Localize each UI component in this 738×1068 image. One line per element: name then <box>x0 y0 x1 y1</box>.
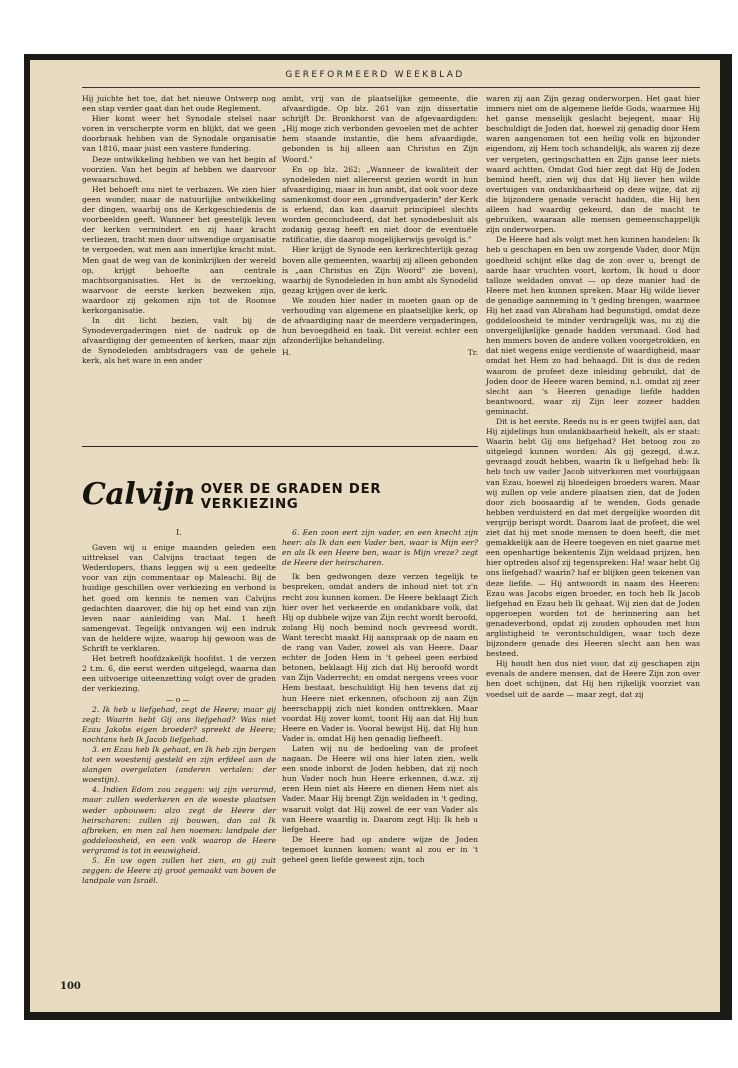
paragraph: Hier komt weer het Synodale stelsel naar voren in verscherpte vorm en blijkt, dat we geen doorbraak hebben van de Synodale organisatie van 1816, maar juist een vastere fundering. <box>82 114 276 154</box>
paragraph: Hier krijgt de Synode een kerkrechterlijk gezag boven alle gemeenten, waarbij zij alleen gebonden is „aan Christus en Zijn Woord" zie boven), waarbij de Synodeleden in hun ambt als Synodelid gezag krijgen over de kerk. <box>282 245 478 295</box>
paragraph: Deze ontwikkeling hebben we van het begin af voorzien. Van het begin af hebben we daarvoor gewaarschuwd. <box>82 154 276 184</box>
verse-paragraph: 2. Ik heb u liefgehad, zegt de Heere; maar gij zegt: Waarin hebt Gij ons liefgehad? Was niet Ezau Jakobs eigen broeder? spreekt de Heere; nochtans heb Ik Jacob liefgehad. <box>82 704 276 744</box>
paragraph: Het betreft hoofdzakelijk hoofdst. 1 de verzen 2 t.m. 6, die eerst werden uitgelegd, waarna dan een uitvoerige uiteenzetting volgt over de graden der verkiezing. <box>82 654 276 694</box>
verse-paragraph: 3. en Ezau heb Ik gehaat, en Ik heb zijn bergen tot een woestenij gesteld en zijn erfdeel aan de slangen overgelaten (anderen vertalen: der woestijn). <box>82 744 276 785</box>
paragraph: De Heere had op andere wijze de Joden tegemoet kunnen komen: want al zou er in 't geheel geen liefde geweest zijn, toch <box>282 834 478 864</box>
magazine-page <box>30 60 720 1012</box>
page-number: 100 <box>60 981 81 992</box>
paragraph: In dit licht bezien, valt bij de Synodevergaderingen niet de nadruk op de afvaardiging der gemeenten of kerken, maar zijn de Synodeleden ambtsdragers van de gehele kerk, als het ware in een ander <box>82 316 276 366</box>
paragraph: Ik ben gedwongen deze verzen tegelijk te bespreken, omdat anders de inhoud niet tot z'n recht zou kunnen komen. De Heere beklaagt Zich hier over het verkeerde en ondankbare volk, dat Hij op dubbele wijze van Zijn recht wordt beroofd, zolang Hij noch bemind noch gevreesd wordt. Want terecht maakt Hij aanspraak op de naam en de rang van Vader, zowel als van Heere. Daar echter de Joden Hem in 't geheel geen eerbied betonen, beklaagt Hij zich dat Hij beroofd wordt van Zijn Vaderrecht; en omdat nergens vrees voor Hem bestaat, beschuldigt Hij hen tevens dat zij hun Heere niet erkennen, ofschoon zij aan Zijn heerschappij zich niet konden onttrekken. Maar voordat Hij zover komt, toont Hij aan dat Hij hun Heere en Vader is. Vooral bewijst Hij, dat Hij hun Vader is, omdat Hij hen genadig liefheeft. <box>282 572 478 743</box>
verse-paragraph: 5. En uw ogen zullen het zien, en gij zult zeggen: de Heere zij groot gemaakt van boven de landpale van Israël. <box>82 856 276 886</box>
paragraph: Het behoeft ons niet te verbazen. We zien hier geen wonder, maar de natuurlijke ontwikkeling der dingen, waarbij ons de Kerkgeschiedenis de voorbeelden geeft. Wanneer het geestelijk leven der kerken vermindert en zij haar kracht verliezen, tracht men door uitwendige organisatie te vergoeden, wat men aan innerlijke kracht mist. Men gaat de weg van de koninkrijken der wereld op, krijgt behoefte aan centrale machtsorganisaties. Het is de verzoeking, waarvoor de eerste kerken bezweken zijn, waardoor zij gekomen zijn tot de Roomse kerkorganisatie. <box>82 184 276 315</box>
article-title <box>82 474 478 514</box>
running-header: GEREFORMEERD WEEKBLAD <box>285 70 465 80</box>
article-title-caps: OVER DE GRADEN DER VERKIEZING <box>200 482 382 512</box>
paragraph: Laten wij nu de bedoeling van de profeet nagaan. De Heere wil ons hier laten zien, welk een snode inborst de Joden hebben, dat zij noch hun Vader noch hun Heere erkennen, d.w.z. zij eren Hem niet als Heere en dienen Hem niet als Vader. Maar Hij brengt Zijn weldaden in 't geding, waaruit volgt dat Hij zowel de eer van Vader als van Heere waardig is. Daarom zegt Hij: Ik heb u liefgehad. <box>282 743 478 834</box>
section-divider-rule <box>82 446 478 447</box>
paragraph: En op blz. 262: „Wanneer de kwaliteit der synodeleden niet allereerst gezien wordt in hun afvaardiging, maar in hun ambt, dat ook voor deze samenkomst door een „grondvergaderin" der Kerk is erkend, dan kan daaruit principieel slechts worden geconcludeerd, dat het synodebesluit als zodanig gezag heeft en niet door de eventuële ratificatie, die daarop mogelijkerwijs gevolgd is." <box>282 164 478 245</box>
article-title-script: Calvijn <box>82 476 195 512</box>
signature-initial: H. <box>282 348 292 358</box>
paragraph: Dit is het eerste. Reeds nu is er geen twijfel aan, dat Hij zijdelings hun ondankbaarheid hekelt, als er staat: Waarin hebt Gij ons liefgehad? Het betoog zou zo uitgelegd kunnen worden: Als gij gezegd, d.w.z. gevraagd zoudt hebben, waarin Ik u liefgehad heb: Ik heb toch uw vader Jacob uitverkoren met voorbijgaan van Ezau, hoewel zij bloedeigen broeders waren. Maar wij zullen op vele andere plaatsen zien, dat de Joden door zich boosaardig af te wenden, Gods genade hebben verduisterd en dat met dergelijke woorden dit vergrijp berispt wordt. Daarom laat de profeet, die wel ziet dat hij met snode mensen te doen heeft, die met gemakkelijk aan de Heere toegeven en niet gaarne met een openhartige bekentenis Zijn weldaad prijzen, hen hier optreden alsof zij tegenspreken: Ha! waar hebt Gij ons liefgehad? waarin? haf er blijken geen tekenen van deze liefde. — Hij antwoordt in naam des Heeren: Ezau was Jacobs eigen broeder, en toch heb Ik Jacob liefgehad en Ezau heb Ik gehaat. Wij zien dat de Joden opgeroepen worden tot de herinnering aan het genadeverbond, opdat zij zouden ophouden met hun arglistigheid te verontschuldigen, waar toch deze bijzondere genade des Heeren slecht aan hen was besteed. <box>486 417 701 659</box>
verse-paragraph: 6. Een zoon eert zijn vader, en een knecht zijn heer: als Ik dan een Vader ben, waar is Mijn eer? en als Ik een Heere ben, waar is Mijn vreze? zegt de Heere der heirscharen. <box>282 528 478 568</box>
column-2-continued-article <box>282 94 478 358</box>
paragraph: ambt, vrij van de plaatselijke gemeente, die afvaardigde. Op blz. 261 van zijn dissertatie schrijft Dr. Bronkhorst van de afgevaardigden: „Hij moge zich verbonden gevoelen met de achter hem staande instantie, die hem afvaardigde, gebonden is hij alleen aan Christus en Zijn Woord." <box>282 94 478 164</box>
header-rule <box>82 87 700 88</box>
section-number: I. <box>176 528 182 537</box>
paragraph: De Heere had als volgt met hen kunnen handelen: Ik heb u geschapen en ben uw zorgende Vader, door Mijn goedheid schijnt elke dag de zon over u, brengt de aarde haar vruchten voort, kortom, Ik houd u door talloze weldaden omvat — op deze manier had de Heere met hen kunnen spreken. Maar Hij wilde liever de genadige aanneming in 't geding brengen, waarmee Hij het zaad van Abraham had begunstigd, omdat deze goddeloosheid te minder verdragelijk was, nu zij die onvergelijkelijke genade hadden versmaad. God had hen immers boven de andere volken voorgetrokken, en dat niet wegens enige verdienste of waardigheid, maar omdat het Hem zo had behaagd. Dit is dus de reden waarom de profeet deze inleiding gebruikt, dat de Joden door de Heere waren bemind, n.l. omdat zij zeer slecht aan 's Heeren genadige liefde hadden beantwoord, waar zij Zijn leer zozeer hadden geminacht. <box>486 235 700 416</box>
paragraph: Gaven wij u enige maanden geleden een uittreksel van Calvijns tractaat tegen de Wederdopers, thans leggen wij u een gedeelte voor van zijn commentaar op Maleachi. Bij de huidige geschillen over verkiezing en verbond is het goed om kennis te nemen van Calvijns gedachten daarover, die hij op het eind van zijn leven naar aanleiding van Mal. 1 heeft samengevat. Tegelijk ontvangen wij een indruk van de heldere wijze, waarop hij gewoon was de Schrift te verklaren. <box>82 543 276 654</box>
ornament-divider: —o— <box>166 694 192 704</box>
column-4-calvijn-article <box>82 528 276 886</box>
paragraph: Hij juichte het toe, dat het nieuwe Ontwerp nog een stap verder gaat dan het oude Reglement. <box>82 94 276 114</box>
verse-paragraph: 4. Indien Edom zou zeggen: wij zijn verarmd, maar zullen wederkeren en de woeste plaatsen weder opbouwen: alzo zegt de Heere der heirscharen: zullen zij bouwen, dan zal Ik afbreken, en men zal hen noemen: landpale der goddeloosheid, en een volk waarop de Heere vergramd is tot in eeuwigheid. <box>82 785 276 855</box>
column-5-calvijn-article <box>282 528 478 865</box>
paragraph: We zouden hier nader in moeten gaan op de verhouding van algemene en plaatselijke kerk, op de afvaardiging naar de meerdere vergaderingen, hun bevoegdheid en taak. Dit vereist echter een afzonderlijke behandeling. <box>282 295 478 346</box>
author-signature <box>282 348 478 358</box>
paragraph: Hij houdt hen dus niet voor, dat zij geschapen zijn evenals de andere mensen, dat de Heere Zijn zon over hen doet schijnen, dat Hij hen rijkelijk voorziet van voedsel uit de aarde — maar zegt, dat zij <box>486 659 700 699</box>
column-1-continued-article <box>82 94 276 367</box>
paragraph: waren zij aan Zijn gezag onderworpen. Het gaat hier immers niet om de algemene liefde Gods, waarmee Hij het ganse menselijk geslacht bejegent, maar Hij beschuldigt de Joden dat, hoewel zij genadig door Hem waren aangenomen tot een heilig volk en bijzonder eigendom, zij Hem toch schandelijk, als waren zij deze ver vergeten, geringschatten en Zijn ganse leer niets waard achtten. Omdat God hier zegt dat Hij de Joden bemind heeft, zien wij dus dat Hij liever hen wilde overtuigen van ondankbaarheid op deze wijze, dat zij die bijzondere genade veracht hadden, die Hij hen alleen had waardig gekeurd, dan de macht te gebruiken, waaraan alle mensen gemeenschappelijk zijn onderworpen. <box>486 94 700 235</box>
column-3-calvijn-article <box>486 94 700 700</box>
signature-initials-right: Tr. <box>467 348 478 358</box>
